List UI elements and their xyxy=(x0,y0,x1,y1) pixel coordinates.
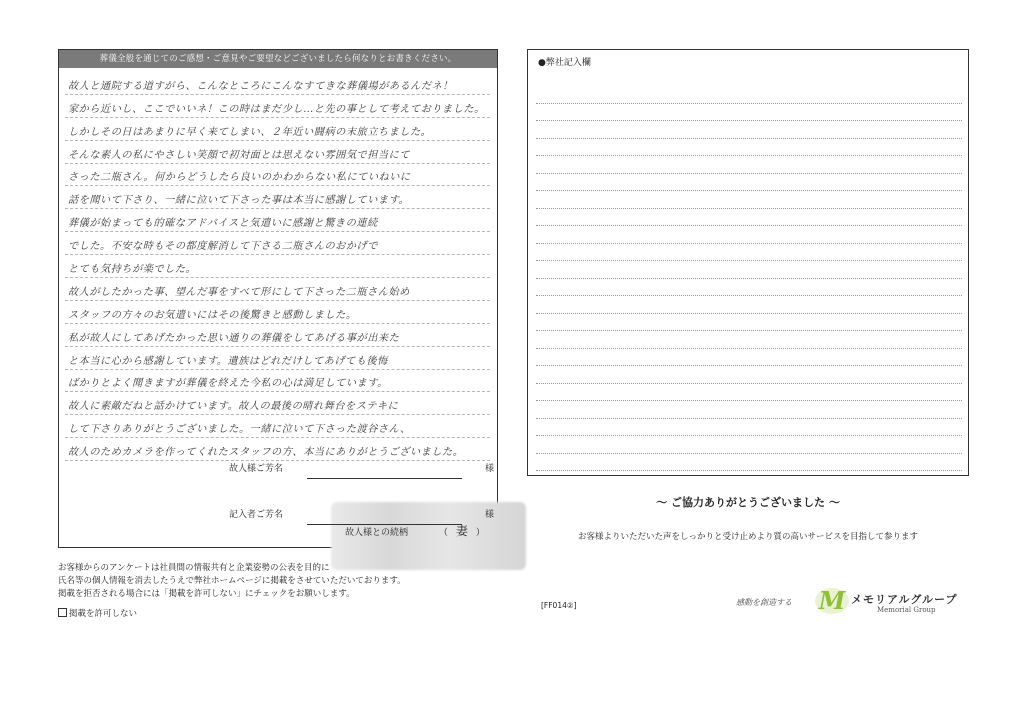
logo-letter: M xyxy=(818,586,846,615)
comment-line xyxy=(65,164,490,187)
comment-line xyxy=(65,118,490,141)
ruled-line xyxy=(536,419,962,437)
opt-out-checkbox[interactable] xyxy=(58,608,67,617)
comment-line xyxy=(65,370,490,393)
memorial-logo-icon xyxy=(812,586,852,616)
ruled-line xyxy=(536,86,962,104)
comment-box-header: 葬儀全般を通じてのご感想・ご意見やご要望などございましたら何なりとお書きください。 xyxy=(59,50,497,68)
comment-line-text: でした。不安な時もその都度解消して下さる二瓶さんのおかげで xyxy=(68,241,378,253)
ruled-line xyxy=(536,121,962,139)
ruled-line xyxy=(536,174,962,192)
comment-line xyxy=(65,209,490,232)
form-code: [FF014②] xyxy=(541,601,577,610)
comment-line-text: と本当に心から感謝しています。遺族はどれだけしてあげても後悔 xyxy=(68,355,388,367)
ruled-line xyxy=(536,314,962,332)
comment-line xyxy=(65,72,490,95)
ruled-line xyxy=(536,209,962,227)
handwritten-comment-area xyxy=(65,72,490,461)
opt-out-label: 掲載を許可しない xyxy=(69,609,138,619)
comment-line xyxy=(65,415,490,438)
relation-label: 故人様との続柄 xyxy=(345,528,409,538)
brand-name-en: Memorial Group xyxy=(877,606,936,614)
relation-paren-open: （ xyxy=(438,528,448,538)
ruled-line xyxy=(536,384,962,402)
writer-honorific: 様 xyxy=(484,510,494,520)
comment-line-text: ばかりとよく聞きますが葬儀を終えた今私の心は満足しています。 xyxy=(68,378,388,390)
comment-line-text: 故人と通院する道すがら、こんなところにこんなすてきな葬儀場があるんだネ！ xyxy=(68,80,454,92)
comment-line xyxy=(65,141,490,164)
deceased-name-row xyxy=(229,459,494,479)
survey-comment-box xyxy=(58,49,498,548)
company-tagline: 感動を創造する xyxy=(736,598,792,607)
deceased-name-label: 故人様ご芳名 xyxy=(229,464,284,474)
comment-line-text: しかしその日はあまりに早く来てしまい、２年近い闘病の末旅立ちました。 xyxy=(68,126,432,138)
brand-name: メモリアルグループ xyxy=(851,593,958,606)
comment-line xyxy=(65,278,490,301)
comment-line-text: 家から近いし、ここでいいネ！この時はまだ少し…と先の事として考えておりました。 xyxy=(68,103,485,115)
comment-line-text: 故人のためカメラを作ってくれたスタッフの方、本当にありがとうございました。 xyxy=(68,447,464,459)
comment-line xyxy=(65,392,490,415)
comment-line-text: さった二瓶さん。何からどうしたら良いのかわからない私にていねいに xyxy=(68,172,411,184)
ruled-line xyxy=(536,156,962,174)
comment-line-text: 故人がしたかった事、望んだ事をすべて形にして下さった二瓶さん始め xyxy=(68,286,410,298)
notice-line-3: 掲載を拒否される場合には「掲載を許可しない」にチェックをお願いします。 xyxy=(58,589,355,599)
ruled-line xyxy=(536,436,962,454)
ruled-line xyxy=(536,226,962,244)
company-use-lines xyxy=(536,86,962,471)
notice-line-2: 氏名等の個人情報を消去したうえで弊社ホームページに掲載をさせていただいております。 xyxy=(58,576,406,586)
publish-opt-out[interactable] xyxy=(58,607,137,619)
relation-field xyxy=(345,522,485,539)
company-use-title: ●弊社記入欄 xyxy=(538,58,591,68)
ruled-line xyxy=(536,261,962,279)
comment-line-text: スタッフの方々のお気遣いにはその後驚きと感動しました。 xyxy=(68,309,357,321)
ruled-line xyxy=(536,454,962,472)
comment-line xyxy=(65,232,490,255)
comment-line xyxy=(65,95,490,118)
comment-line-text: 私が故人にしてあげたかった思い通りの葬儀をしてあげる事が出来た xyxy=(68,332,400,344)
company-use-box xyxy=(527,49,969,476)
ruled-line xyxy=(536,104,962,122)
comment-line xyxy=(65,438,490,461)
ruled-line xyxy=(536,279,962,297)
notice-line-1: お客様からのアンケートは社員間の情報共有と企業姿勢の公表を目的に xyxy=(58,563,330,573)
comment-line xyxy=(65,255,490,278)
ruled-line xyxy=(536,349,962,367)
comment-line-text: 葬儀が始まっても的確なアドバイスと気遣いに感謝と驚きの連続 xyxy=(68,218,378,230)
privacy-notice xyxy=(58,562,406,601)
ruled-line xyxy=(536,191,962,209)
comment-line xyxy=(65,301,490,324)
thanks-title: ～ ご協力ありがとうございました ～ xyxy=(656,496,840,509)
ruled-line xyxy=(536,401,962,419)
ruled-line xyxy=(536,139,962,157)
writer-name-label: 記入者ご芳名 xyxy=(229,510,284,520)
comment-line xyxy=(65,347,490,370)
thanks-subtitle: お客様よりいただいた声をしっかりと受け止めより質の高いサービスを目指して参ります xyxy=(577,532,918,542)
ruled-line xyxy=(536,331,962,349)
comment-line-text: 故人に素敵だねと話かけています。故人の最後の晴れ舞台をステキに xyxy=(68,401,399,413)
ruled-line xyxy=(536,296,962,314)
comment-line-text: そんな素人の私にやさしい笑顔で初対面とは思えない雰囲気で担当にて xyxy=(68,149,410,161)
relation-paren-close: ） xyxy=(475,528,485,538)
deceased-name-line xyxy=(307,478,462,479)
comment-line-text: とても気持ちが楽でした。 xyxy=(68,264,197,276)
ruled-line xyxy=(536,366,962,384)
relation-value: 妻 xyxy=(455,524,468,538)
ruled-line xyxy=(536,244,962,262)
comment-line-text: 話を聞いて下さり、一緒に泣いて下さった事は本当に感謝しています。 xyxy=(68,195,410,207)
deceased-honorific: 様 xyxy=(484,464,494,474)
comment-line xyxy=(65,186,490,209)
comment-line-text: して下さりありがとうございました。一緒に泣いて下さった渡谷さん、 xyxy=(68,424,411,436)
comment-line xyxy=(65,324,490,347)
